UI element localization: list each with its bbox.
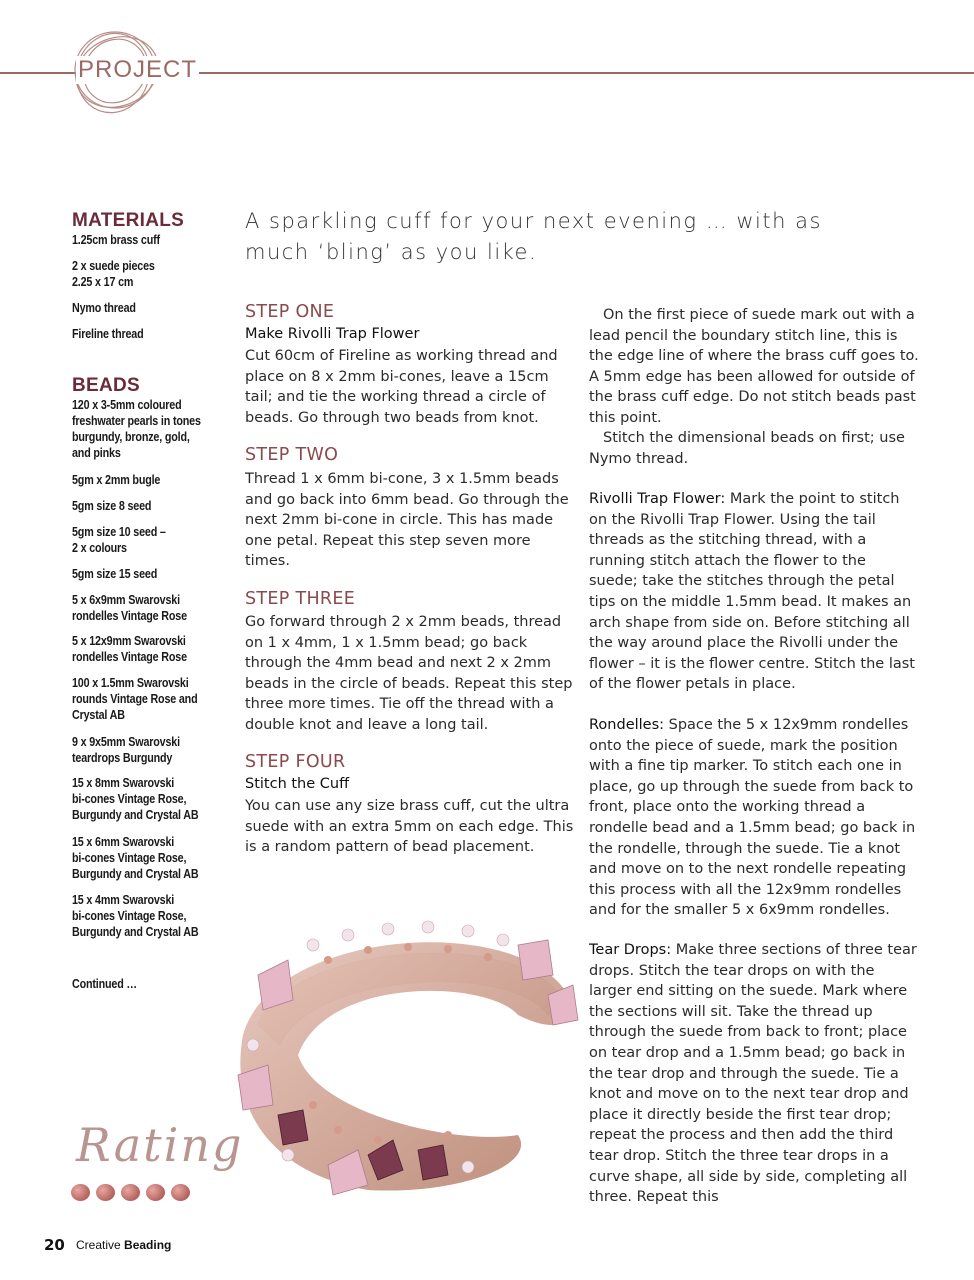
step-two-body: Thread 1 x 6mm bi-cone, 3 x 1.5mm beads and go back into 6mm bead. Go through the next 2mm bi-cone in circle. This has made one petal. Repeat this step seven more times. <box>245 471 569 570</box>
beads-item: 100 x 1.5mm Swarovski rounds Vintage Rose and Crystal AB <box>72 676 198 722</box>
rating-dot <box>71 1184 90 1201</box>
publication-prefix: Creative <box>76 1238 121 1252</box>
intro-paragraph: On the first piece of suede mark out with a lead pencil the boundary stitch line, this is the edge line of where the brass cuff goes to. A 5mm edge has been allowed for outside of the brass cuff edge. Do not stitch beads past this point. <box>589 307 919 426</box>
rivolli-label: Rivolli Trap Flower: <box>589 491 726 507</box>
step-three-body: Go forward through 2 x 2mm beads, thread on 1 x 4mm, 1 x 1.5mm bead; go back through the 4mm bead and next 2 x 2mm beads in the circle of beads. Repeat this step three more times. Tie off the thread with a double knot and leave a long tail. <box>245 614 573 733</box>
rating-label: Rating <box>76 1118 244 1172</box>
rondelles-paragraph <box>589 715 919 921</box>
materials-heading: MATERIALS <box>72 210 185 231</box>
step-four-subtitle: Stitch the Cuff <box>245 776 350 792</box>
teardrops-text: Make three sections of three tear drops. Stitch the tear drops on with the larger end sitting on the suede. Mark where the sections will sit. Take the thread up through the suede from back to front; place on tear drop and a 1.5mm bead; go back in the tear drop and through the suede. Tie a knot and move on to the next tear drop and place it directly beside the first tear drop; repeat the process and then add the third tear drop. Stitch the three tear drops in a curve shape, all side by side, completing all three. Repeat this <box>589 942 917 1206</box>
dimensional-beads-paragraph: Stitch the dimensional beads on first; use Nymo thread. <box>589 430 905 467</box>
materials-item: Fireline thread <box>72 327 144 341</box>
rondelles-label: Rondelles: <box>589 717 665 733</box>
beads-item: 5gm x 2mm bugle <box>72 473 161 487</box>
rivolli-paragraph <box>589 489 919 695</box>
beads-item: 5gm size 15 seed <box>72 567 158 581</box>
rondelles-text: Space the 5 x 12x9mm rondelles onto the piece of suede, mark the position with a fine tip marker. To stitch each one in place, go up through the suede from back to front, place onto the working thread a rondelle bead and a 1.5mm bead; go back in the rondelle, through the suede. Tie a knot and move on to the next rondelle repeating this process with all the 12x9mm rondelles and for the smaller 5 x 6x9mm rondelles. <box>589 717 916 919</box>
publication-name <box>76 1238 171 1252</box>
beads-item: 120 x 3-5mm coloured freshwater pearls in tones burgundy, bronze, gold, and pinks <box>72 398 201 460</box>
step-one-body: Cut 60cm of Fireline as working thread and place on 8 x 2mm bi-cones, leave a 15cm tail; and tie the working thread a circle of beads. Go through two beads from knot. <box>245 348 558 426</box>
beads-item: 5gm size 10 seed – 2 x colours <box>72 525 166 555</box>
rating-dots <box>71 1184 190 1201</box>
teardrops-label: Tear Drops: <box>589 942 672 958</box>
teardrops-paragraph <box>589 940 919 1208</box>
materials-item: 1.25cm brass cuff <box>72 233 160 247</box>
step-three-title: STEP THREE <box>245 589 356 609</box>
beads-item: 15 x 4mm Swarovski bi-cones Vintage Rose, Burgundy and Crystal AB <box>72 893 199 939</box>
rating-dot <box>171 1184 190 1201</box>
beads-item: 5gm size 8 seed <box>72 499 152 513</box>
page-number: 20 <box>44 1236 65 1254</box>
step-four-body: You can use any size brass cuff, cut the ultra suede with an extra 5mm on each edge. This is a random pattern of bead placement. <box>245 798 574 856</box>
beads-item: 5 x 12x9mm Swarovski rondelles Vintage Rose <box>72 634 187 664</box>
beads-item: 15 x 6mm Swarovski bi-cones Vintage Rose, Burgundy and Crystal AB <box>72 835 199 881</box>
intro-text: A sparkling cuff for your next evening … with as much ‘bling’ as you like. <box>245 209 822 264</box>
step-one-title: STEP ONE <box>245 302 335 322</box>
rating-dot <box>146 1184 165 1201</box>
beads-heading: BEADS <box>72 375 141 396</box>
beaded-cuff-photo <box>218 905 588 1210</box>
step-four-title: STEP FOUR <box>245 752 346 772</box>
step-two-title: STEP TWO <box>245 445 339 465</box>
materials-item: Nymo thread <box>72 301 136 315</box>
rivolli-text: Mark the point to stitch on the Rivolli Trap Flower. Using the tail threads as the stitching thread, with a running stitch attach the flower to the suede; take the stitches through the petal tips on the middle 1.5mm bead. It makes an arch shape from side on. Before stitching all the way around place the Rivolli under the flower – it is the flower centre. Stitch the last of the flower petals in place. <box>589 491 915 693</box>
continued-note: Continued … <box>72 977 137 991</box>
beads-item: 9 x 9x5mm Swarovski teardrops Burgundy <box>72 735 180 765</box>
step-one-subtitle: Make Rivolli Trap Flower <box>245 326 420 342</box>
publication-bold: Beading <box>124 1238 172 1252</box>
rating-dot <box>96 1184 115 1201</box>
materials-item: 2 x suede pieces 2.25 x 17 cm <box>72 259 155 289</box>
section-label: PROJECT <box>78 56 198 83</box>
rating-dot <box>121 1184 140 1201</box>
beads-item: 15 x 8mm Swarovski bi-cones Vintage Rose, Burgundy and Crystal AB <box>72 776 199 822</box>
beads-item: 5 x 6x9mm Swarovski rondelles Vintage Rose <box>72 593 187 623</box>
